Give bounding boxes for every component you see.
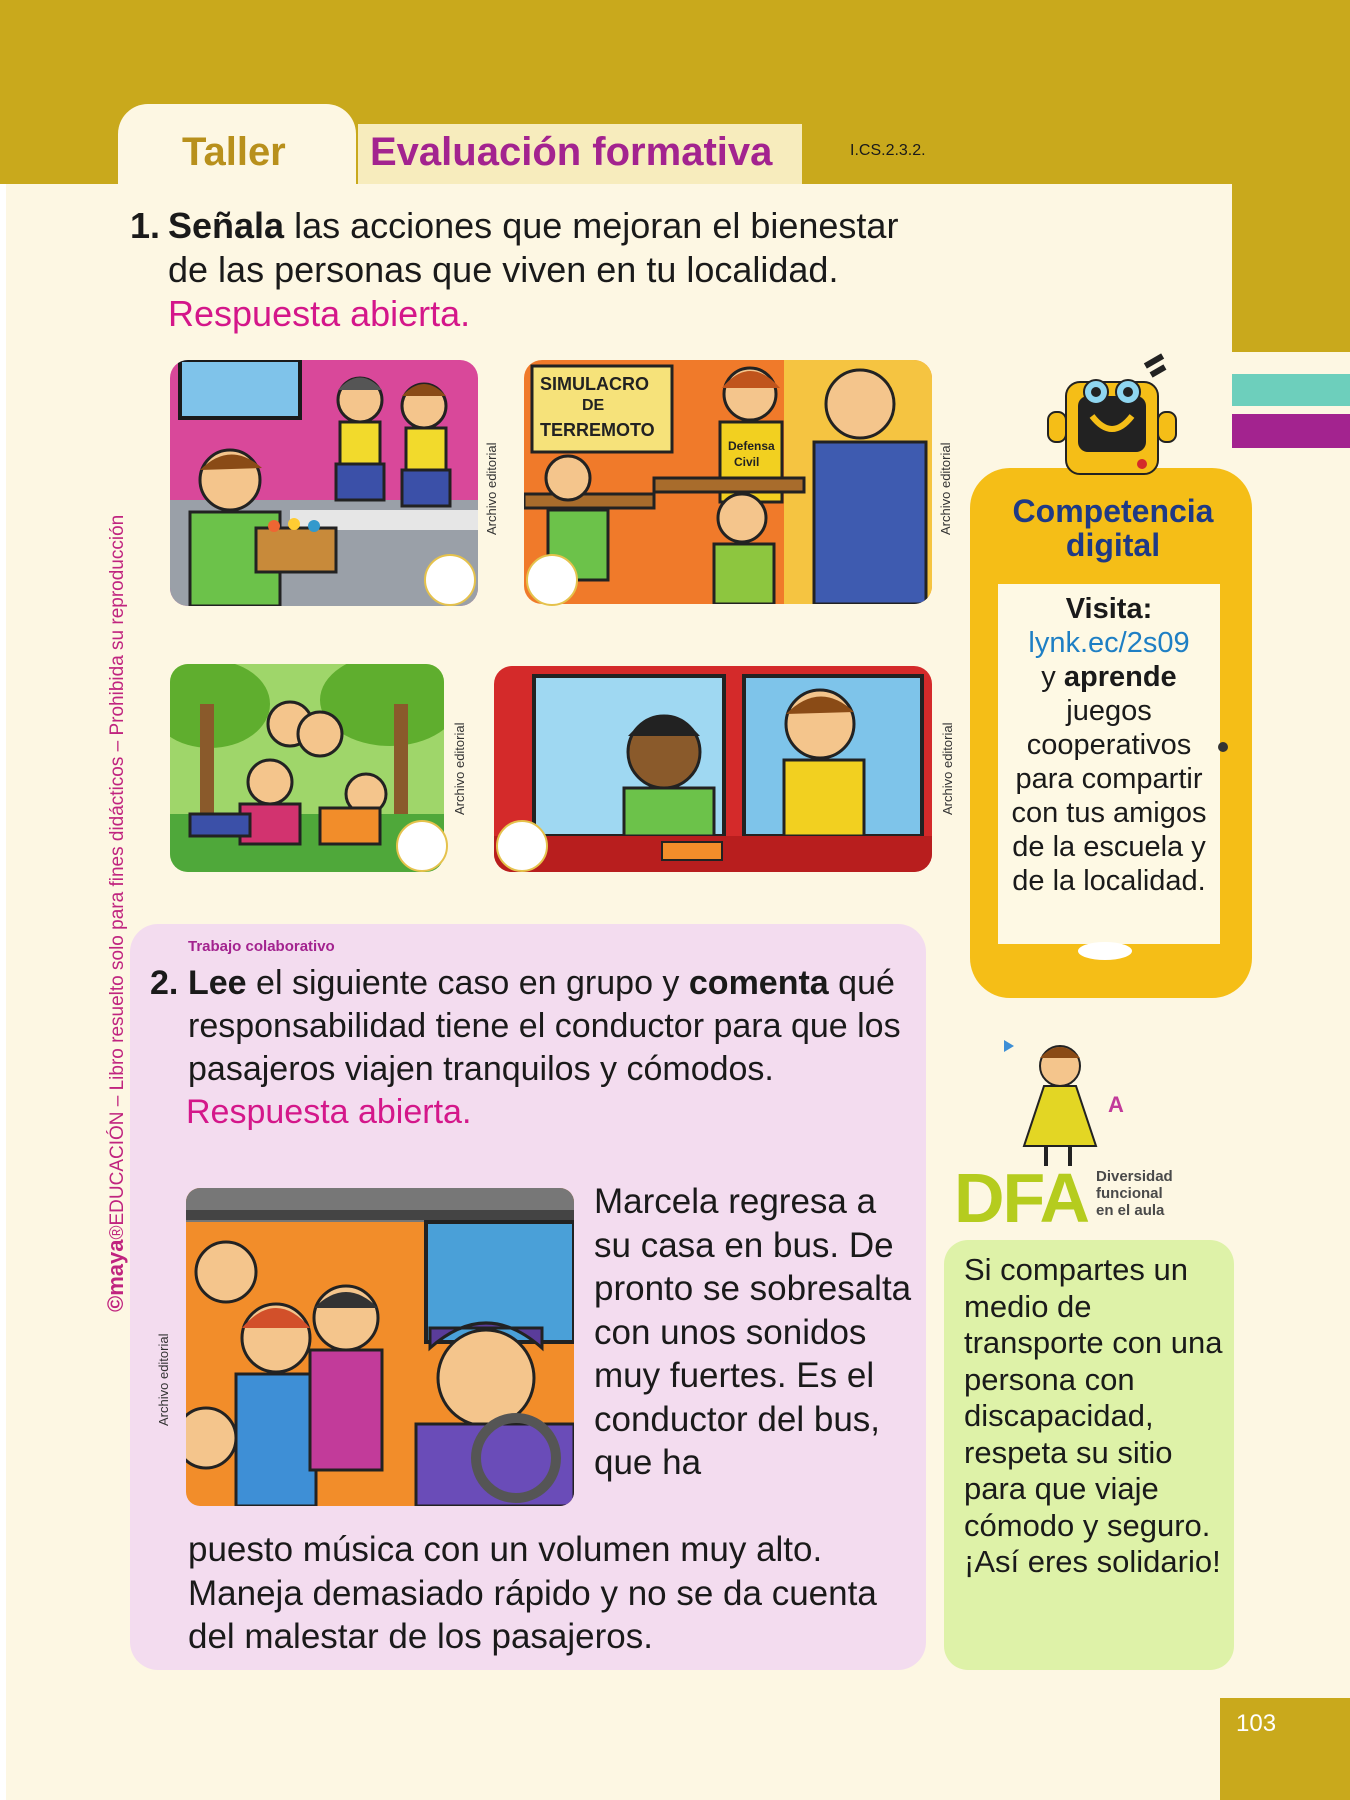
page-number: 103: [1236, 1710, 1277, 1737]
image-credit-4: Archivo editorial: [940, 722, 955, 815]
purple-stripe: [1232, 414, 1350, 448]
illustration-bus-interior: [186, 1188, 574, 1506]
page-edge: [0, 0, 6, 1800]
story-text-bottom: puesto música con un volumen muy alto. Maneja demasiado rápido y no se da cuenta del malestar de los pasajeros.: [188, 1530, 877, 1656]
vest-line2: Civil: [734, 455, 760, 469]
question-2-verb-2: comenta: [688, 964, 829, 1002]
visit-rest: juegos cooperativos para compartir con tus amigos de la escuela y de la localidad.: [1011, 695, 1207, 897]
digital-visit-text: [998, 592, 1220, 898]
right-band: [1232, 184, 1350, 352]
vest-line1: Defensa: [728, 439, 775, 453]
question-2-verb-1: Lee: [188, 964, 247, 1002]
drill-sign-line1: SIMULACRO: [540, 374, 649, 394]
question-1-text: las acciones que mejoran el bienestar de las personas que viven en tu localidad.: [168, 205, 899, 290]
answer-circle-1[interactable]: [424, 554, 476, 606]
question-2-number: 2.: [150, 964, 179, 1002]
drill-sign-line2: DE: [582, 397, 605, 414]
digital-competence-title: Competencia digital: [1012, 493, 1214, 563]
question-1: [130, 204, 930, 336]
question-2-text-1: el siguiente caso en grupo y: [246, 964, 689, 1002]
girl-icon: [1000, 1036, 1150, 1176]
question-2: [150, 962, 910, 1134]
robot-home-button: [1078, 942, 1132, 960]
copyright-brand: ©maya: [103, 1239, 128, 1312]
dfa-subtitle: [1096, 1168, 1173, 1219]
answer-circle-2[interactable]: [526, 554, 578, 606]
tab-evaluacion-label: Evaluación formativa: [370, 130, 773, 174]
dfa-sub-2: funcional: [1096, 1185, 1163, 1202]
image-credit-1: Archivo editorial: [484, 442, 499, 535]
image-credit-2: Archivo editorial: [938, 442, 953, 535]
dfa-sub-3: en el aula: [1096, 1202, 1165, 1219]
svg-text:A: A: [1108, 1092, 1124, 1117]
visit-label: Visita:: [1065, 593, 1153, 625]
curriculum-code: I.CS.2.3.2.: [850, 142, 926, 159]
copyright-vertical: [103, 515, 129, 1312]
question-2-answer: Respuesta abierta.: [186, 1093, 472, 1131]
collaborative-label: Trabajo colaborativo: [188, 938, 335, 955]
copyright-text: ®EDUCACIÓN – Libro resuelto solo para fines didácticos – Prohibida su reproducción: [107, 514, 128, 1240]
image-credit-3: Archivo editorial: [452, 722, 467, 815]
robot-icon: [1040, 352, 1190, 482]
visit-aprende: aprende: [1063, 661, 1177, 693]
image-credit-5: Archivo editorial: [156, 1333, 171, 1426]
answer-circle-4[interactable]: [496, 820, 548, 872]
dfa-tip-text: Si compartes un medio de transporte con una persona con discapacidad, respeta su sitio para que viaje cómodo y seguro. ¡Así eres solidario!: [964, 1252, 1223, 1579]
question-1-number: 1.: [130, 205, 161, 246]
tab-taller-label: Taller: [182, 130, 286, 174]
teal-stripe: [1232, 374, 1350, 406]
dfa-sub-1: Diversidad: [1096, 1168, 1173, 1185]
dfa-logo: DFA: [954, 1159, 1088, 1237]
visit-link[interactable]: lynk.ec/2s09: [1028, 627, 1190, 659]
answer-circle-3[interactable]: [396, 820, 448, 872]
robot-side-dot: [1218, 742, 1228, 752]
tab-evaluacion: [358, 124, 802, 184]
visit-y: y: [1041, 661, 1064, 693]
question-1-answer: Respuesta abierta.: [168, 293, 471, 334]
question-1-verb: Señala: [168, 205, 285, 246]
illustration-earthquake-drill: [524, 360, 932, 604]
tab-taller: [118, 104, 356, 186]
question-2-text-2: qué responsabilidad tiene el conductor para que los pasajeros viajen tranquilos y cómodos.: [188, 964, 901, 1088]
drill-sign-line3: TERREMOTO: [540, 420, 655, 440]
illustration-bus-window: [494, 666, 932, 872]
story-text-right: Marcela regresa a su casa en bus. De pronto se sobresalta con unos sonidos muy fuertes. Es el conductor del bus, que ha: [594, 1182, 912, 1482]
